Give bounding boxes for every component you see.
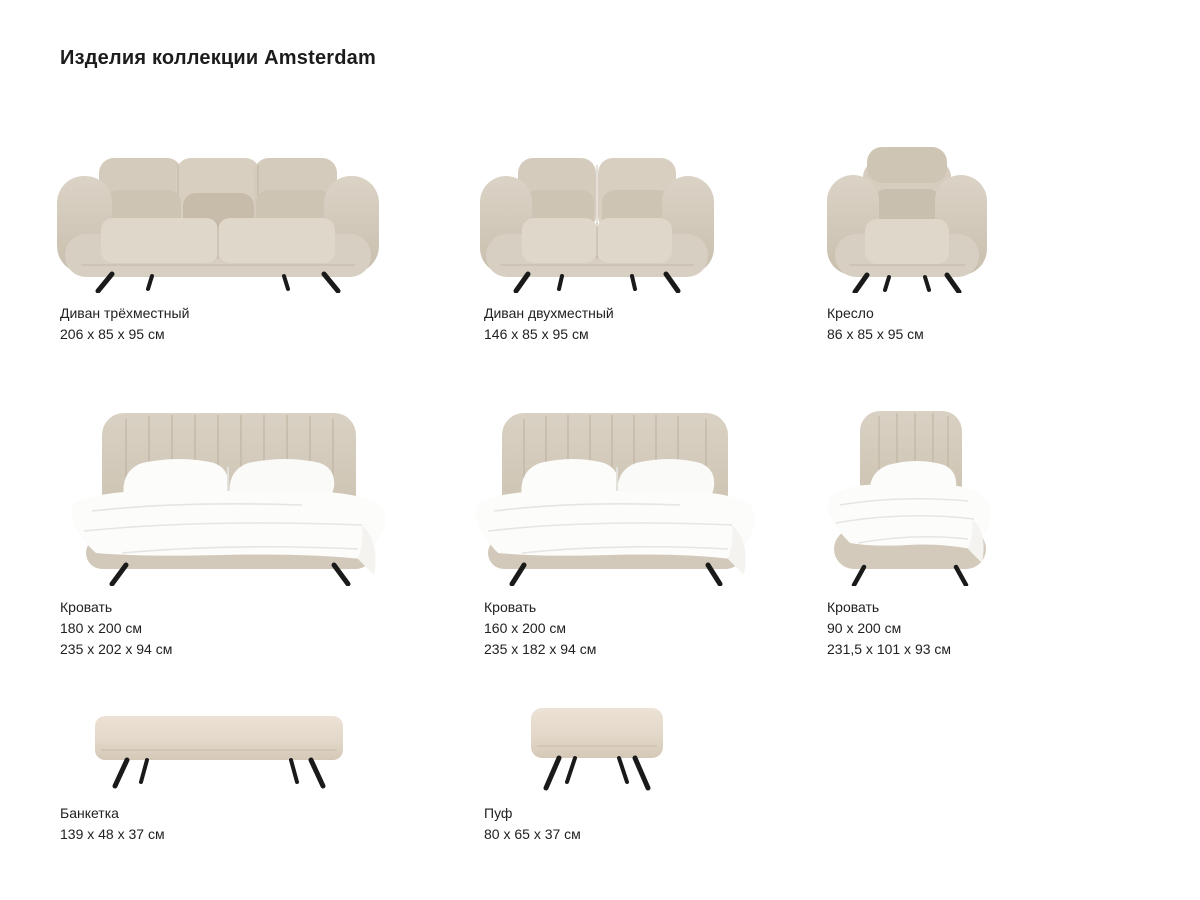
product-dims: 146 x 85 x 95 см [484, 326, 589, 342]
page-title: Изделия коллекции Amsterdam [60, 47, 376, 69]
product-name: Диван трёхместный [60, 305, 190, 321]
product-dims: 90 x 200 см [827, 620, 902, 636]
product-name: Диван двухместный [484, 305, 614, 321]
product-name: Банкетка [60, 805, 119, 821]
product-dims: 235 x 182 x 94 см [484, 641, 597, 657]
product-image-armchair [823, 133, 991, 293]
product-card [484, 597, 596, 660]
product-name: Кровать [827, 599, 880, 615]
product-image-bed-160 [468, 407, 763, 586]
product-dims: 160 x 200 см [484, 620, 567, 636]
product-dims: 139 x 48 x 37 см [60, 826, 165, 842]
product-image-bed-90 [818, 407, 1002, 586]
product-name: Кровать [60, 599, 113, 615]
product-name: Пуф [484, 805, 513, 821]
product-dims: 180 x 200 см [60, 620, 143, 636]
product-dims: 231,5 x 101 x 93 см [827, 641, 952, 657]
product-image-bed-180 [62, 407, 396, 586]
product-image-bench [83, 710, 355, 790]
product-dims: 86 x 85 x 95 см [827, 326, 924, 342]
product-name: Кровать [484, 599, 537, 615]
product-image-pouf [503, 700, 691, 792]
product-card [827, 303, 924, 345]
product-card [60, 303, 189, 345]
product-image-sofa-2-seat [478, 132, 716, 293]
product-dims: 206 x 85 x 95 см [60, 326, 165, 342]
product-card [484, 303, 614, 345]
product-dims: 235 x 202 x 94 см [60, 641, 173, 657]
product-card [60, 597, 172, 660]
product-dims: 80 x 65 x 37 см [484, 826, 581, 842]
product-card [827, 597, 951, 660]
product-name: Кресло [827, 305, 874, 321]
product-card [60, 803, 165, 845]
product-card [484, 803, 581, 845]
product-image-sofa-3-seat [55, 131, 381, 293]
